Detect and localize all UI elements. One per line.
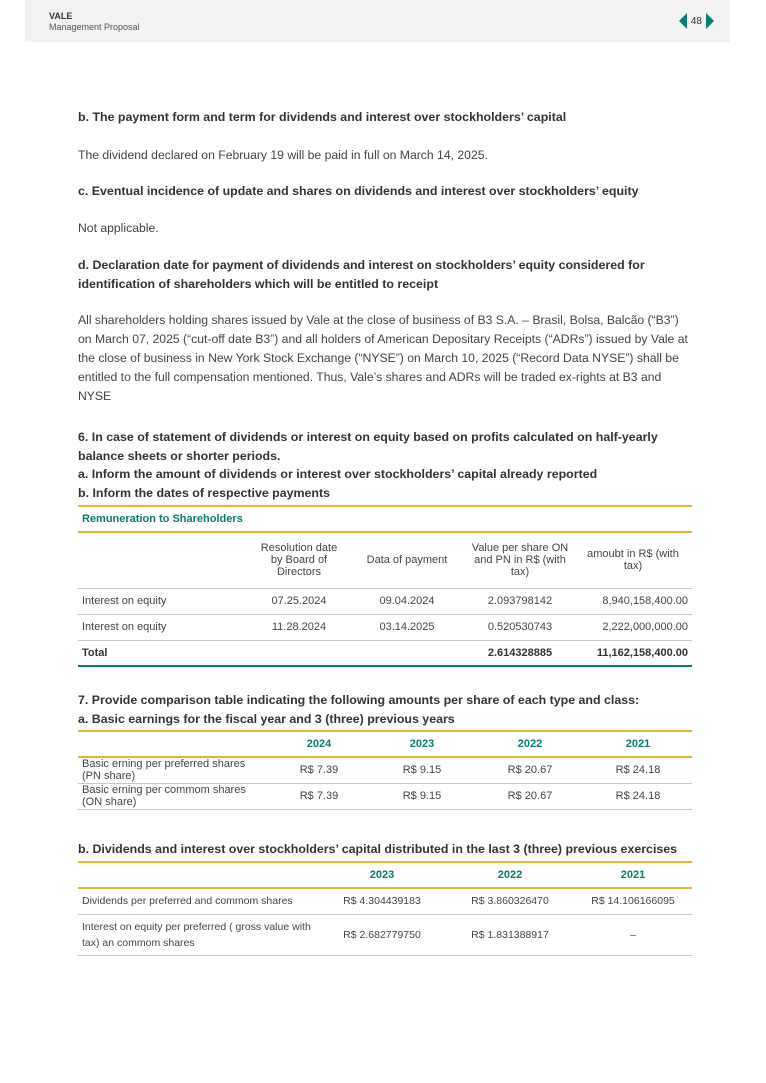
cell: 2,222,000,000.00	[602, 621, 688, 633]
column-header: 2023	[369, 869, 395, 881]
cell: R$ 20.67	[507, 764, 553, 777]
cell: Basic erning per preferred shares (PN share)	[82, 758, 246, 783]
table-row	[78, 783, 692, 809]
column-header: amoubt in R$ (with tax)	[587, 548, 679, 573]
cell: 2.093798142	[487, 595, 553, 607]
cell: 11,162,158,400.00	[596, 646, 688, 659]
dividends-table	[78, 861, 694, 956]
cell: R$ 20.67	[507, 790, 553, 802]
column-header: 2021	[625, 738, 651, 750]
heading-6b: b. Inform the dates of respective payments	[78, 485, 331, 500]
cell: R$ 9.15	[402, 790, 442, 802]
page-number: 48	[690, 15, 702, 27]
cell: 03.14.2025	[379, 621, 435, 633]
table-row	[78, 888, 692, 914]
content	[78, 108, 694, 996]
heading-d: d. Declaration date for payment of dividends and interest on stockholders’ equity considered for identification of shareholders which will be entitled to receipt	[78, 258, 645, 291]
text-c: Not applicable.	[78, 221, 159, 235]
text-b: The dividend declared on February 19 will be paid in full on March 14, 2025.	[78, 147, 488, 162]
cell: 8,940,158,400.00	[602, 595, 688, 607]
cell: R$ 14.106166095	[591, 895, 675, 908]
cell: R$ 7.39	[299, 764, 339, 777]
cell: –	[630, 928, 636, 941]
remuneration-table	[78, 505, 694, 667]
heading-b: b. The payment form and term for dividends and interest over stockholders’ capital	[78, 110, 567, 124]
document-subtitle: Management Proposal	[49, 22, 140, 32]
cell: 11.28.2024	[271, 621, 327, 633]
column-header: 2022	[497, 869, 523, 881]
previous-page-icon[interactable]	[679, 13, 687, 29]
heading-7: 7. Provide comparison table indicating the following amounts per share of each type and class:	[78, 693, 640, 707]
cell: R$ 24.18	[615, 764, 661, 777]
column-header: Resolution date by Board of Directors	[260, 542, 338, 579]
table-title: Remuneration to Shareholders	[78, 506, 692, 532]
page-header	[25, 0, 730, 42]
cell: 09.04.2024	[379, 595, 435, 607]
cell: R$ 2.682779750	[343, 928, 421, 941]
next-page-icon[interactable]	[706, 13, 714, 29]
cell: 2.614328885	[487, 646, 553, 659]
heading-6: 6. In case of statement of dividends or interest on equity based on profits calculated on half-yearly balance sheets or shorter periods.	[78, 430, 658, 463]
cell: R$ 7.39	[299, 790, 339, 802]
total-row	[78, 640, 692, 666]
table-row	[78, 614, 692, 640]
earnings-table	[78, 730, 694, 810]
column-header	[78, 862, 318, 888]
brand: VALE	[49, 11, 73, 21]
cell: R$ 4.304439183	[343, 895, 421, 908]
table-row	[78, 757, 692, 783]
cell: Basic erning per commom shares (ON share)	[82, 784, 246, 808]
cell: 07.25.2024	[271, 595, 327, 607]
heading-7b: b. Dividends and interest over stockholders’ capital distributed in the last 3 (three) previous exercises	[78, 841, 678, 856]
heading-c: c. Eventual incidence of update and shares on dividends and interest over stockholders’ equity	[78, 183, 639, 198]
column-header: 2021	[620, 869, 646, 881]
cell: R$ 3.860326470	[471, 895, 549, 908]
cell: Dividends per preferred and commom shares	[82, 895, 293, 908]
cell: R$ 1.831388917	[471, 928, 549, 941]
column-header: 2022	[517, 738, 543, 750]
column-header: Data of payment	[366, 554, 448, 567]
cell: Total	[82, 646, 108, 659]
table-row	[78, 588, 692, 614]
heading-7a: a. Basic earnings for the fiscal year and 3 (three) previous years	[78, 711, 455, 726]
cell: R$ 24.18	[615, 790, 661, 802]
column-header	[78, 532, 250, 588]
heading-6a: a. Inform the amount of dividends or interest over stockholders’ capital already reported	[78, 467, 598, 481]
column-header: Value per share ON and PN in R$ (with tax)	[471, 542, 569, 579]
column-header	[78, 731, 270, 757]
table-row	[78, 914, 692, 955]
cell: Interest on equity	[82, 595, 167, 607]
cell: R$ 9.15	[402, 764, 442, 777]
text-d: All shareholders holding shares issued by Vale at the close of business of B3 S.A. – Brasil, Bolsa, Balcão (“B3”) on March 07, 2025 (“cut-off date B3”) and all holders of American Depositary Receipts (“ADRs”) issued by Vale at the close of business in New York Stock Exchange (“NYSE”) on March 10, 2025 (“Record Data NYSE”) shall be entitled to the full compensation mentioned. Thus, Vale’s shares and ADRs will be traded ex-rights at B3 and NYSE	[78, 313, 688, 403]
cell: 0.520530743	[487, 621, 553, 633]
pager	[679, 13, 714, 29]
cell: Interest on equity	[82, 621, 167, 633]
cell: Interest on equity per preferred ( gross value with tax) an commom shares	[82, 920, 311, 949]
column-header: 2024	[306, 738, 332, 750]
column-header: 2023	[409, 738, 435, 750]
